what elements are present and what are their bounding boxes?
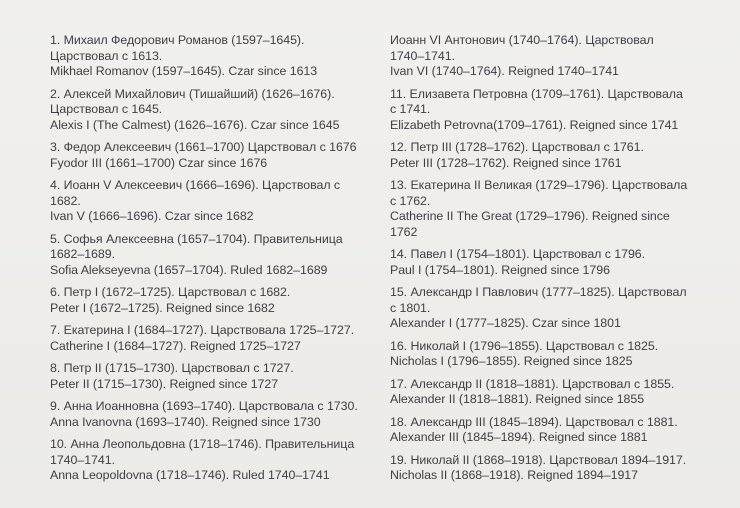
entry-line: Ivan VI (1740–1764). Reigned 1740–1741 — [390, 64, 619, 78]
entry-line: 16. Николай I (1796–1855). Царствовал с 1825. — [390, 338, 659, 353]
entry-line: Nicholas I (1796–1855). Reigned since 1825 — [390, 354, 633, 368]
ruler-entry — [390, 285, 730, 332]
entry-line: 17. Александр II (1818–1881). Царствовал с 1855. — [390, 376, 675, 391]
entry-line: 10. Анна Леопольдовна (1718–1746). Правительница — [50, 437, 355, 451]
entry-line: 5. Софья Алексеевна (1657–1704). Правительница — [50, 231, 343, 246]
ruler-entry — [50, 437, 375, 484]
entry-line: Paul I (1754–1801). Reigned since 1796 — [390, 262, 610, 277]
entry-line: 7. Екатерина I (1684–1727). Царствовала 1725–1727. — [50, 323, 355, 337]
entry-line: Catherine I (1684–1727). Reigned 1725–1727 — [50, 338, 301, 353]
ruler-entry — [50, 33, 375, 80]
entry-line: Mikhael Romanov (1597–1645). Czar since 1613 — [50, 64, 318, 78]
entry-line: Elizabeth Petrovna(1709–1761). Reigned since 1741 — [390, 117, 679, 132]
entry-line: 11. Елизавета Петровна (1709–1761). Царствовала — [390, 86, 683, 101]
ruler-entry — [390, 140, 730, 171]
ruler-entry — [390, 247, 730, 278]
ruler-entry — [390, 377, 730, 408]
entry-line: Nicholas II (1868–1918). Reigned 1894–1917 — [390, 468, 638, 482]
entry-line: Царствовал с 1645. — [50, 102, 163, 116]
entry-line: 12. Петр III (1728–1762). Царствовал с 1761. — [390, 140, 644, 154]
entry-line: Anna Leopoldovna (1718–1746). Ruled 1740–1741 — [50, 468, 330, 482]
ruler-entry — [390, 87, 730, 134]
ruler-entry — [390, 453, 730, 484]
entry-line: Peter I (1672–1725). Reigned since 1682 — [50, 300, 275, 315]
entry-line: Царствовал с 1613. — [50, 48, 163, 63]
entry-line: 6. Петр I (1672–1725). Царствовал с 1682. — [50, 285, 291, 299]
ruler-entry — [50, 285, 375, 316]
left-column — [50, 33, 375, 491]
entry-line: Catherine II The Great (1729–1796). Reigned since — [390, 209, 670, 223]
entry-line: 9. Анна Иоанновна (1693–1740). Царствовала с 1730. — [50, 399, 358, 413]
ruler-entry — [50, 178, 375, 225]
entry-line: 1740–1741. — [390, 48, 455, 63]
entry-line: 14. Павел I (1754–1801). Царствовал с 1796. — [390, 247, 646, 261]
entry-line: с 1762. — [390, 193, 431, 208]
entry-line: Alexander I (1777–1825). Czar since 1801 — [390, 316, 621, 330]
right-column — [390, 33, 730, 491]
entry-line: 3. Федор Алексеевич (1661–1700) Царствовал с 1676 — [50, 140, 357, 154]
entry-line: 1740–1741. — [50, 452, 115, 467]
ruler-entry — [50, 232, 375, 279]
entry-line: 2. Алексей Михайлович (Тишайший) (1626–1676). — [50, 86, 335, 101]
ruler-entry — [50, 140, 375, 171]
entry-line: 1682. — [50, 193, 81, 208]
entry-line: 4. Иоанн V Алексеевич (1666–1696). Царствовал с — [50, 178, 341, 192]
entry-line: Ivan V (1666–1696). Czar since 1682 — [50, 209, 254, 223]
entry-line: 1. Михаил Федорович Романов (1597–1645). — [50, 33, 305, 47]
entry-line: 1682–1689. — [50, 247, 115, 261]
ruler-entry — [50, 399, 375, 430]
ruler-entry — [390, 33, 730, 80]
entry-line: 1762 — [390, 224, 418, 239]
entry-line: Alexander III (1845–1894). Reigned since 1881 — [390, 430, 648, 444]
entry-line: Anna Ivanovna (1693–1740). Reigned since 1730 — [50, 414, 321, 429]
entry-line: 18. Александр III (1845–1894). Царствовал с 1881. — [390, 414, 678, 429]
ruler-entry — [390, 415, 730, 446]
entry-line: Peter II (1715–1730). Reigned since 1727 — [50, 376, 279, 391]
entry-line: с 1801. — [390, 300, 431, 315]
entry-line: Fyodor III (1661–1700) Czar since 1676 — [50, 155, 268, 170]
entry-line: 13. Екатерина II Великая (1729–1796). Царствовала — [390, 178, 688, 192]
entry-line: Sofia Alekseyevna (1657–1704). Ruled 1682–1689 — [50, 262, 328, 277]
entry-line: 19. Николай II (1868–1918). Царствовал 1894–1917. — [390, 452, 687, 467]
entry-line: Alexis I (The Calmest) (1626–1676). Czar since 1645 — [50, 117, 340, 132]
entry-line: 15. Александр I Павлович (1777–1825). Царствовал — [390, 285, 687, 299]
entry-line: Иоанн VI Антонович (1740–1764). Царствовал — [390, 33, 654, 47]
entry-line: Peter III (1728–1762). Reigned since 1761 — [390, 155, 622, 170]
entry-line: 8. Петр II (1715–1730). Царствовал с 1727. — [50, 361, 294, 375]
ruler-entry — [390, 178, 730, 240]
ruler-entry — [390, 339, 730, 370]
ruler-entry — [50, 361, 375, 392]
ruler-entry — [50, 87, 375, 134]
ruler-entry — [50, 323, 375, 354]
entry-line: Alexander II (1818–1881). Reigned since 1855 — [390, 392, 645, 406]
entry-line: с 1741. — [390, 102, 431, 116]
